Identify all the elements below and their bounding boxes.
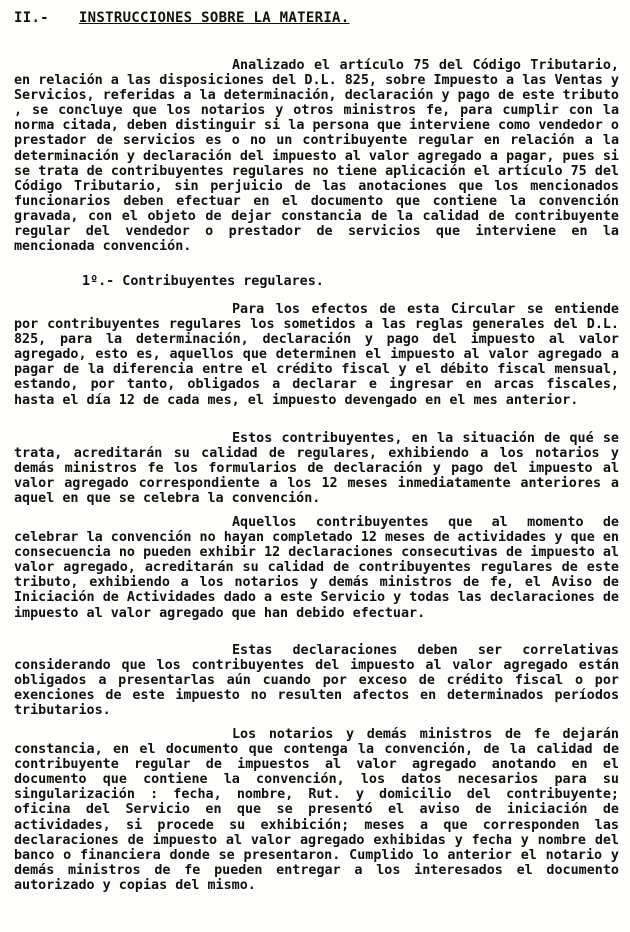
paragraph-accreditation-text: Estos contribuyentes, en la situación de qué se trata, acreditarán su calidad de regulares, exhibiendo a los notarios y demás ministros fe los formularios de declaración y pago del impuesto al valor agregado correspondiente a los 12 meses inmediatamente anteriores a aquel en que se celebra la convención. <box>14 431 619 507</box>
paragraph-correlative-text: Estas declaraciones deben ser correlativas considerando que los contribuyentes del impuesto al valor agregado están obligados a presentarlas aún cuando por exceso de crédito fiscal o por exenciones de este impuesto no resulten afectos en determinados períodos tributarios. <box>14 643 619 719</box>
subheading-contribuyentes-regulares: 1º.- Contribuyentes regulares. <box>82 274 324 289</box>
paragraph-intro <box>14 58 619 254</box>
paragraph-new-contributors-text: Aquellos contribuyentes que al momento de celebrar la convención no hayan completado 12 meses de actividades y que en consecuencia no pueden exhibir 12 declaraciones consecutivas de impuesto al valor agregado, acreditarán su calidad de contribuyentes regulares de este tributo, exhibiendo a los notarios y demás ministros de fe, el Aviso de Iniciación de Actividades dado a este Servicio y todas las declaraciones de impuesto al valor agregado que han debido efectuar. <box>14 515 619 621</box>
paragraph-definition-text: Para los efectos de esta Circular se entiende por contribuyentes regulares los sometidos a las reglas generales del D.L. 825, para la determinación, declaración y pago del impuesto al valor agregado, esto es, aquellos que determinen el impuesto al valor agregado a pagar de la diferencia entre el crédito fiscal y el débito fiscal mensual, estando, por tanto, obligados a declarar e ingresar en arcas fiscales, hasta el día 12 de cada mes, el impuesto devengado en el mes anterior. <box>14 302 619 408</box>
section-heading <box>14 11 350 26</box>
paragraph-notary-record <box>14 727 619 893</box>
paragraph-new-contributors <box>14 515 619 621</box>
paragraph-definition <box>14 302 619 408</box>
section-number: II.- <box>14 10 49 26</box>
paragraph-accreditation <box>14 431 619 506</box>
paragraph-intro-text: Analizado el artículo 75 del Código Tributario, en relación a las disposiciones del D.L. 825, sobre Impuesto a las Ventas y Servicios, referidas a la determinación, declaración y pago de este tributo , se concluye que los notarios y otros ministros fe, para cumplir con la norma citada, deben distinguir si la persona que interviene como vendedor o prestador de servicios es o no un contribuyente regular en relación a la determinación y declaración del impuesto al valor agregado a pagar, pues si se trata de contribuyentes regulares no tiene aplicación el artículo 75 del Código Tributario, sin perjuicio de las anotaciones que los mencionados funcionarios deben efectuar en el documento que contiene la convención gravada, con el objeto de dejar constancia de la calidad de contribuyente regular del vendedor o prestador de servicios que interviene en la mencionada convención. <box>14 58 619 255</box>
paragraph-notary-record-text: Los notarios y demás ministros de fe dejarán constancia, en el documento que contenga la convención, de la calidad de contribuyente regular de impuestos al valor agregado anotando en el documento que contiene la convención, los datos necesarios para su singularización : fecha, nombre, Rut. y domicilio del contribuyente; oficina del Servicio en que se presentó el aviso de iniciación de actividades, si procede su exhibición; meses a que corresponden las declaraciones de impuesto al valor agregado exhibidas y fecha y nombre del banco o financiera donde se presentaron. Cumplido lo anterior el notario y demás ministros de fe pueden entregar a los interesados el documento autorizado y copias del mismo. <box>14 727 619 893</box>
section-title: INSTRUCCIONES SOBRE LA MATERIA. <box>78 10 350 26</box>
paragraph-correlative <box>14 643 619 718</box>
